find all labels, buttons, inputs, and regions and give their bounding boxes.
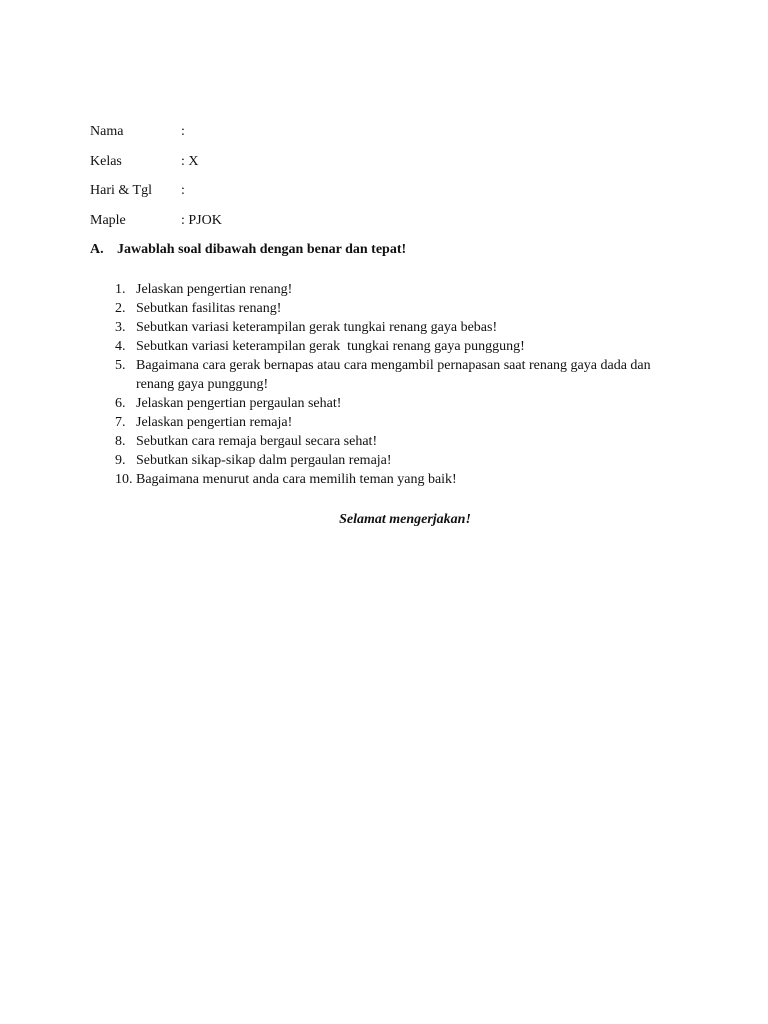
question-item bbox=[90, 470, 690, 489]
question-item bbox=[90, 394, 690, 413]
closing-message: Selamat mengerjakan! bbox=[339, 512, 471, 527]
question-number: 8. bbox=[115, 434, 126, 449]
question-text: Sebutkan variasi keterampilan gerak tungkai renang gaya bebas! bbox=[136, 320, 498, 335]
field-value: : bbox=[181, 183, 185, 198]
question-number: 10. bbox=[115, 472, 133, 487]
section-instruction: Jawablah soal dibawah dengan benar dan tepat! bbox=[117, 242, 407, 257]
question-number: 2. bbox=[115, 301, 126, 316]
field-kelas bbox=[90, 153, 199, 171]
question-number: 4. bbox=[115, 339, 126, 354]
field-value: : bbox=[181, 124, 185, 139]
question-item bbox=[90, 356, 690, 394]
question-text: Jelaskan pengertian renang! bbox=[136, 282, 293, 297]
question-item bbox=[90, 280, 690, 299]
question-text: Jelaskan pengertian pergaulan sehat! bbox=[136, 396, 342, 411]
question-text: Jelaskan pengertian remaja! bbox=[136, 415, 293, 430]
question-number: 9. bbox=[115, 453, 126, 468]
field-label: Maple bbox=[90, 213, 126, 228]
field-label: Hari & Tgl bbox=[90, 183, 152, 198]
field-nama bbox=[90, 123, 185, 141]
section-letter: A. bbox=[90, 242, 104, 257]
question-text: Bagaimana cara gerak bernapas atau cara mengambil pernapasan saat renang gaya dada dan renang gaya punggung! bbox=[136, 358, 651, 392]
question-item bbox=[90, 299, 690, 318]
section-heading bbox=[90, 241, 406, 259]
question-number: 7. bbox=[115, 415, 126, 430]
field-label: Nama bbox=[90, 124, 124, 139]
question-number: 1. bbox=[115, 282, 126, 297]
question-text: Sebutkan fasilitas renang! bbox=[136, 301, 282, 316]
question-item bbox=[90, 451, 690, 470]
question-text: Bagaimana menurut anda cara memilih teman yang baik! bbox=[136, 472, 457, 487]
question-item bbox=[90, 413, 690, 432]
field-maple bbox=[90, 212, 222, 230]
question-number: 5. bbox=[115, 358, 126, 373]
question-list bbox=[90, 280, 690, 489]
question-item bbox=[90, 432, 690, 451]
field-value: : PJOK bbox=[181, 213, 222, 228]
field-label: Kelas bbox=[90, 154, 122, 169]
field-value: : X bbox=[181, 154, 199, 169]
field-hari-tgl bbox=[90, 182, 185, 200]
question-number: 6. bbox=[115, 396, 126, 411]
question-text: Sebutkan cara remaja bergaul secara sehat! bbox=[136, 434, 378, 449]
question-item bbox=[90, 318, 690, 337]
question-number: 3. bbox=[115, 320, 126, 335]
question-text: Sebutkan variasi keterampilan gerak tungkai renang gaya punggung! bbox=[136, 339, 525, 354]
question-text: Sebutkan sikap-sikap dalm pergaulan remaja! bbox=[136, 453, 392, 468]
question-item bbox=[90, 337, 690, 356]
